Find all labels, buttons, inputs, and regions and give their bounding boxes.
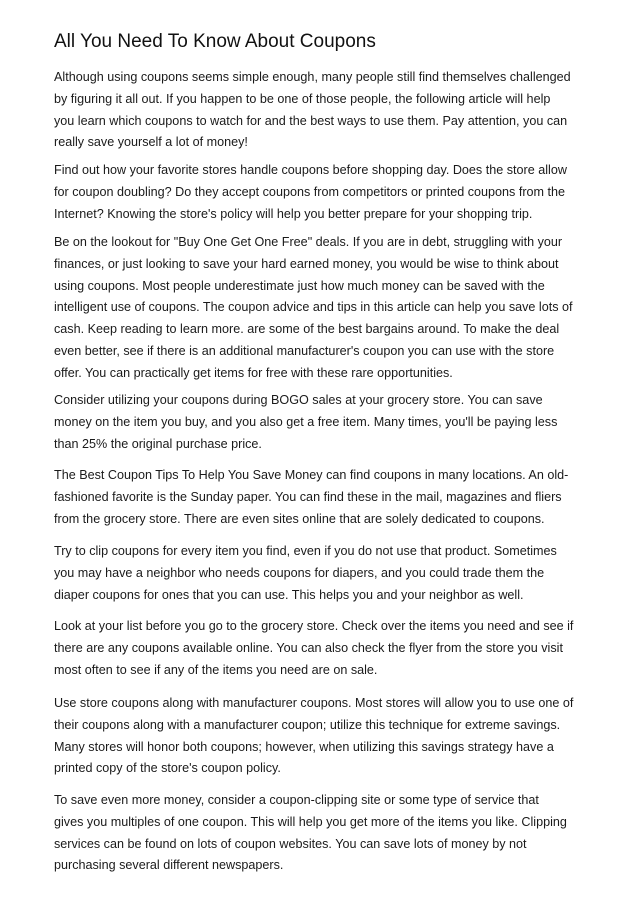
paragraph-1: [54, 67, 590, 154]
text-line: offer. You can practically get items for free with these rare opportunities.: [54, 365, 453, 380]
text-line: cash. Keep reading to learn more. are some of the best bargains around. To make the deal: [54, 322, 560, 337]
text-line: purchasing several different newspapers.: [54, 858, 284, 873]
paragraph-2: [54, 160, 590, 225]
text-line: even better, see if there is an additional manufacturer's coupon you can use with the store: [54, 343, 555, 358]
paragraph-7: [54, 616, 590, 681]
text-line: finances, or just looking to save your hard earned money, you would be wise to think about: [54, 256, 559, 271]
document-page: [54, 0, 590, 903]
text-line: diaper coupons for ones that you can use. This helps you and your neighbor as well.: [54, 587, 524, 602]
text-line: Consider utilizing your coupons during BOGO sales at your grocery store. You can save: [54, 393, 543, 407]
text-line: printed copy of the store's coupon policy.: [54, 761, 281, 776]
text-line: from the grocery store. There are even sites online that are solely dedicated to coupons.: [54, 511, 545, 526]
text-line: there are any coupons available online. You can also check the flyer from the store you visit: [54, 640, 563, 655]
paragraph-5: [54, 465, 590, 530]
text-line: Use store coupons along with manufacturer coupons. Most stores will allow you to use one of: [54, 696, 574, 710]
text-line: services can be found on lots of coupon websites. You can save lots of money by not: [54, 836, 527, 851]
text-line: using coupons. Most people underestimate just how much money can be saved with the: [54, 278, 545, 293]
paragraph-9: [54, 790, 590, 877]
paragraph-8: [54, 693, 590, 780]
paragraph-6: [54, 541, 590, 606]
text-line: money on the item you buy, and you also get a free item. Many times, you'll be paying less: [54, 414, 558, 429]
text-line: most often to see if any of the items you need are on sale.: [54, 662, 378, 677]
text-line: Be on the lookout for "Buy One Get One Free" deals. If you are in debt, struggling with your: [54, 235, 563, 249]
text-line: you learn which coupons to watch for and the best ways to use them. Pay attention, you can: [54, 113, 568, 128]
text-line: you may have a neighbor who needs coupons for diapers, and you could trade them the: [54, 565, 545, 580]
text-line: fashioned favorite is the Sunday paper. You can find these in the mail, magazines and fliers: [54, 489, 562, 504]
text-line: gives you multiples of one coupon. This will help you get more of the items you like. Clipping: [54, 814, 567, 829]
text-line: really save yourself a lot of money!: [54, 135, 248, 150]
text-line: Many stores will honor both coupons; however, when utilizing this savings strategy have a: [54, 739, 554, 754]
paragraph-3: [54, 232, 590, 385]
text-line: by figuring it all out. If you happen to be one of those people, the following article will help: [54, 91, 551, 106]
text-line: Look at your list before you go to the grocery store. Check over the items you need and see if: [54, 619, 574, 633]
document-title: All You Need To Know About Coupons: [54, 31, 376, 52]
text-line: Internet? Knowing the store's policy will help you better prepare for your shopping trip.: [54, 206, 533, 221]
text-line: To save even more money, consider a coupon-clipping site or some type of service that: [54, 793, 539, 807]
text-line: intelligent use of coupons. The coupon advice and tips in this article can help you save lots of: [54, 300, 573, 315]
paragraph-4: [54, 390, 590, 455]
text-line: than 25% the original purchase price.: [54, 436, 262, 451]
text-line: Try to clip coupons for every item you find, even if you do not use that product. Sometimes: [54, 544, 557, 558]
text-line: for coupon doubling? Do they accept coupons from competitors or printed coupons from the: [54, 184, 566, 199]
text-line: their coupons along with a manufacturer coupon; utilize this technique for extreme savings.: [54, 717, 561, 732]
text-line: Find out how your favorite stores handle coupons before shopping day. Does the store allow: [54, 163, 567, 177]
text-line: The Best Coupon Tips To Help You Save Money can find coupons in many locations. An old-: [54, 468, 569, 482]
text-line: Although using coupons seems simple enough, many people still find themselves challenged: [54, 70, 571, 84]
